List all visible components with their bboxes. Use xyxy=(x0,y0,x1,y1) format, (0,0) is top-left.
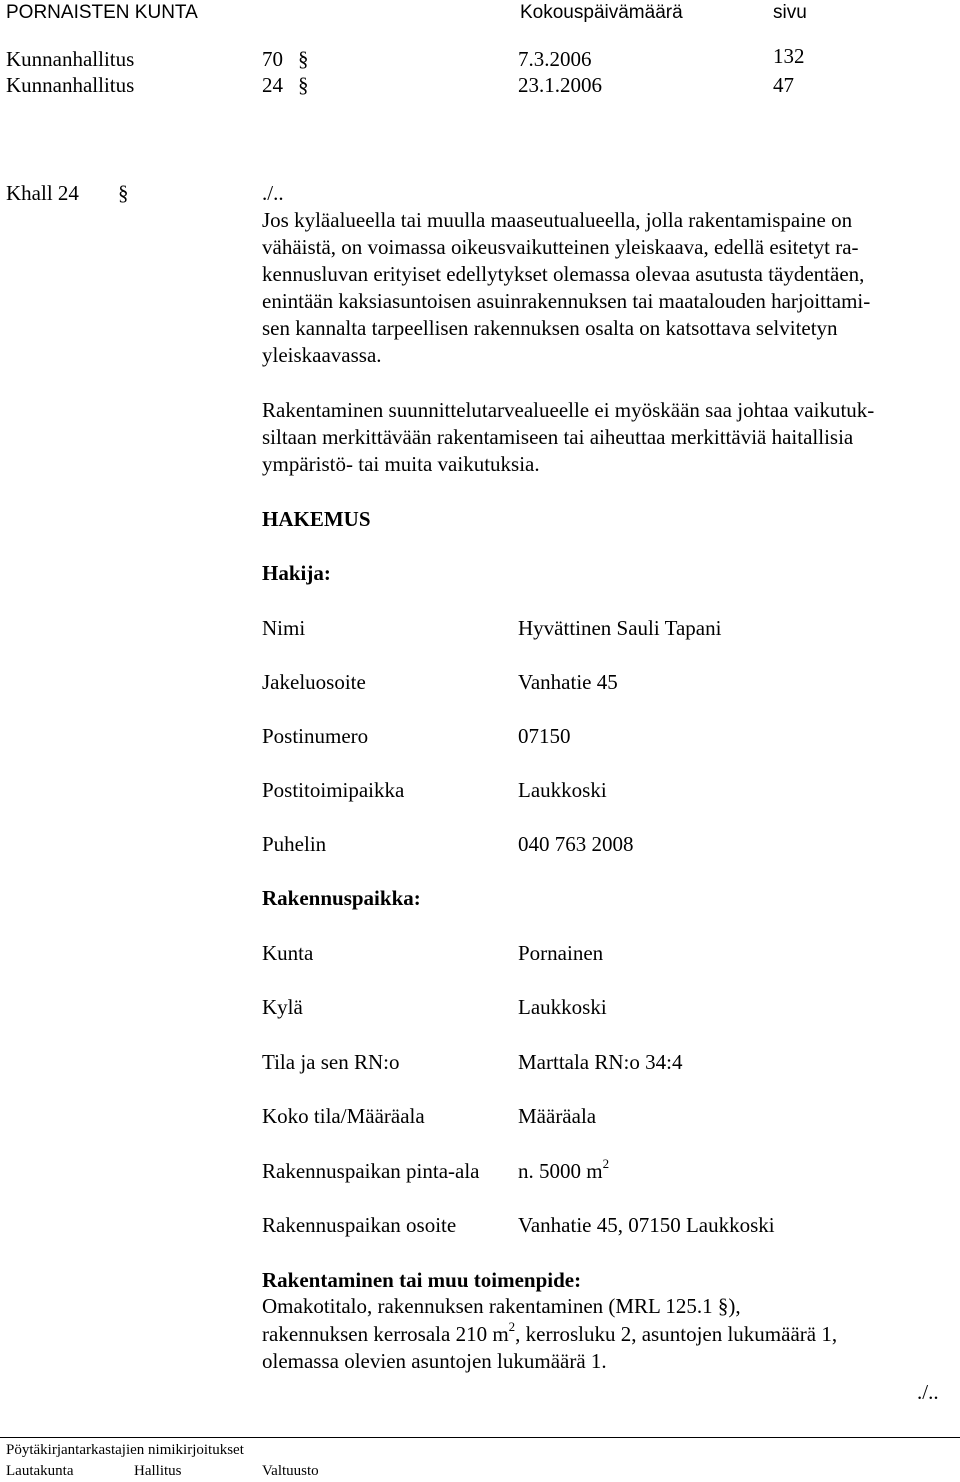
paragraph-1-line: yleiskaavassa. xyxy=(262,343,382,367)
header-row-2-date: 23.1.2006 xyxy=(518,73,602,97)
application-title: HAKEMUS xyxy=(262,507,371,531)
footer-divider xyxy=(0,1437,960,1438)
whole-estate-or-parcel-value: Määräala xyxy=(518,1104,597,1128)
post-office-value: Laukkoski xyxy=(518,778,607,802)
header-row-1-page: 132 xyxy=(773,44,805,68)
footer-col-executive: Hallitus xyxy=(134,1463,182,1479)
continued-marker-bottom: ./.. xyxy=(917,1380,939,1404)
paragraph-2 xyxy=(262,397,954,478)
section-reference-label: Khall 24 xyxy=(6,181,79,205)
applicant-heading: Hakija: xyxy=(262,561,331,585)
floor-area-exponent: 2 xyxy=(508,1319,516,1334)
measure-line-2-start: rakennuksen kerrosala 210 m xyxy=(262,1322,509,1346)
site-area-exponent: 2 xyxy=(602,1156,610,1171)
paragraph-1-line: kennusluvan erityiset edellytykset olemassa olevaa asutusta täydentäen, xyxy=(262,262,865,286)
village-label: Kylä xyxy=(262,995,303,1019)
estate-value: Marttala RN:o 34:4 xyxy=(518,1050,683,1074)
street-address-value: Vanhatie 45 xyxy=(518,670,618,694)
municipality-value: Pornainen xyxy=(518,941,604,965)
header-row-2-body: Kunnanhallitus xyxy=(6,73,135,97)
measure-line-2-end: , kerrosluku 2, asuntojen lukumäärä 1, xyxy=(515,1322,838,1346)
paragraph-2-line: ympäristö- tai muita vaikutuksia. xyxy=(262,452,540,476)
organization-name: PORNAISTEN KUNTA xyxy=(6,2,198,23)
footer-col-board: Lautakunta xyxy=(6,1463,74,1479)
postal-code-label: Postinumero xyxy=(262,724,369,748)
paragraph-1-line: vähäistä, on voimassa oikeusvaikutteinen yleiskaava, edellä esitetyt ra- xyxy=(262,235,859,259)
site-address-label: Rakennuspaikan osoite xyxy=(262,1213,457,1237)
header-row-1-section: 70 xyxy=(262,47,283,71)
header-row-1-body: Kunnanhallitus xyxy=(6,47,135,71)
paragraph-1-line: Jos kyläalueella tai muulla maaseutualueella, jolla rakentamispaine on xyxy=(262,208,853,232)
phone-label: Puhelin xyxy=(262,832,327,856)
site-area-amount: n. 5000 m xyxy=(518,1159,603,1183)
header-row-1-section-symbol: § xyxy=(298,47,309,71)
village-value: Laukkoski xyxy=(518,995,607,1019)
section-reference-symbol: § xyxy=(118,181,129,205)
measure-line-1: Omakotitalo, rakennuksen rakentaminen (MRL 125.1 §), xyxy=(262,1294,741,1318)
meeting-date-column-label: Kokouspäivämäärä xyxy=(520,2,683,23)
name-label: Nimi xyxy=(262,616,306,640)
paragraph-1 xyxy=(262,207,954,369)
site-area-label: Rakennuspaikan pinta-ala xyxy=(262,1159,480,1183)
header-row-2-page: 47 xyxy=(773,73,794,97)
street-address-label: Jakeluosoite xyxy=(262,670,366,694)
page-column-label: sivu xyxy=(773,2,807,23)
phone-value: 040 763 2008 xyxy=(518,832,634,856)
estate-label: Tila ja sen RN:o xyxy=(262,1050,400,1074)
footer-title: Pöytäkirjantarkastajien nimikirjoitukset xyxy=(6,1442,244,1458)
measure-heading: Rakentaminen tai muu toimenpide: xyxy=(262,1268,582,1292)
paragraph-2-line: siltaan merkittävään rakentamiseen tai aiheuttaa merkittäviä haitallisia xyxy=(262,425,854,449)
site-area-value xyxy=(518,1156,610,1184)
measure-line-2 xyxy=(262,1319,838,1347)
name-value: Hyvättinen Sauli Tapani xyxy=(518,616,722,640)
postal-code-value: 07150 xyxy=(518,724,571,748)
paragraph-1-line: sen kannalta tarpeellisen rakennuksen osalta on katsottava selvitetyn xyxy=(262,316,838,340)
header-row-1-date: 7.3.2006 xyxy=(518,47,592,71)
header-row-2-section-symbol: § xyxy=(298,73,309,97)
building-site-heading: Rakennuspaikka: xyxy=(262,886,421,910)
post-office-label: Postitoimipaikka xyxy=(262,778,405,802)
site-address-value: Vanhatie 45, 07150 Laukkoski xyxy=(518,1213,775,1237)
measure-line-3: olemassa olevien asuntojen lukumäärä 1. xyxy=(262,1349,607,1373)
paragraph-2-line: Rakentaminen suunnittelutarvealueelle ei myöskään saa johtaa vaikutuk- xyxy=(262,398,875,422)
paragraph-1-line: enintään kaksiasuntoisen asuinrakennuksen tai maatalouden harjoittami- xyxy=(262,289,871,313)
whole-estate-or-parcel-label: Koko tila/Määräala xyxy=(262,1104,425,1128)
footer-col-council: Valtuusto xyxy=(262,1463,319,1479)
municipality-label: Kunta xyxy=(262,941,314,965)
header-row-2-section: 24 xyxy=(262,73,283,97)
continued-marker-top: ./.. xyxy=(262,181,284,205)
